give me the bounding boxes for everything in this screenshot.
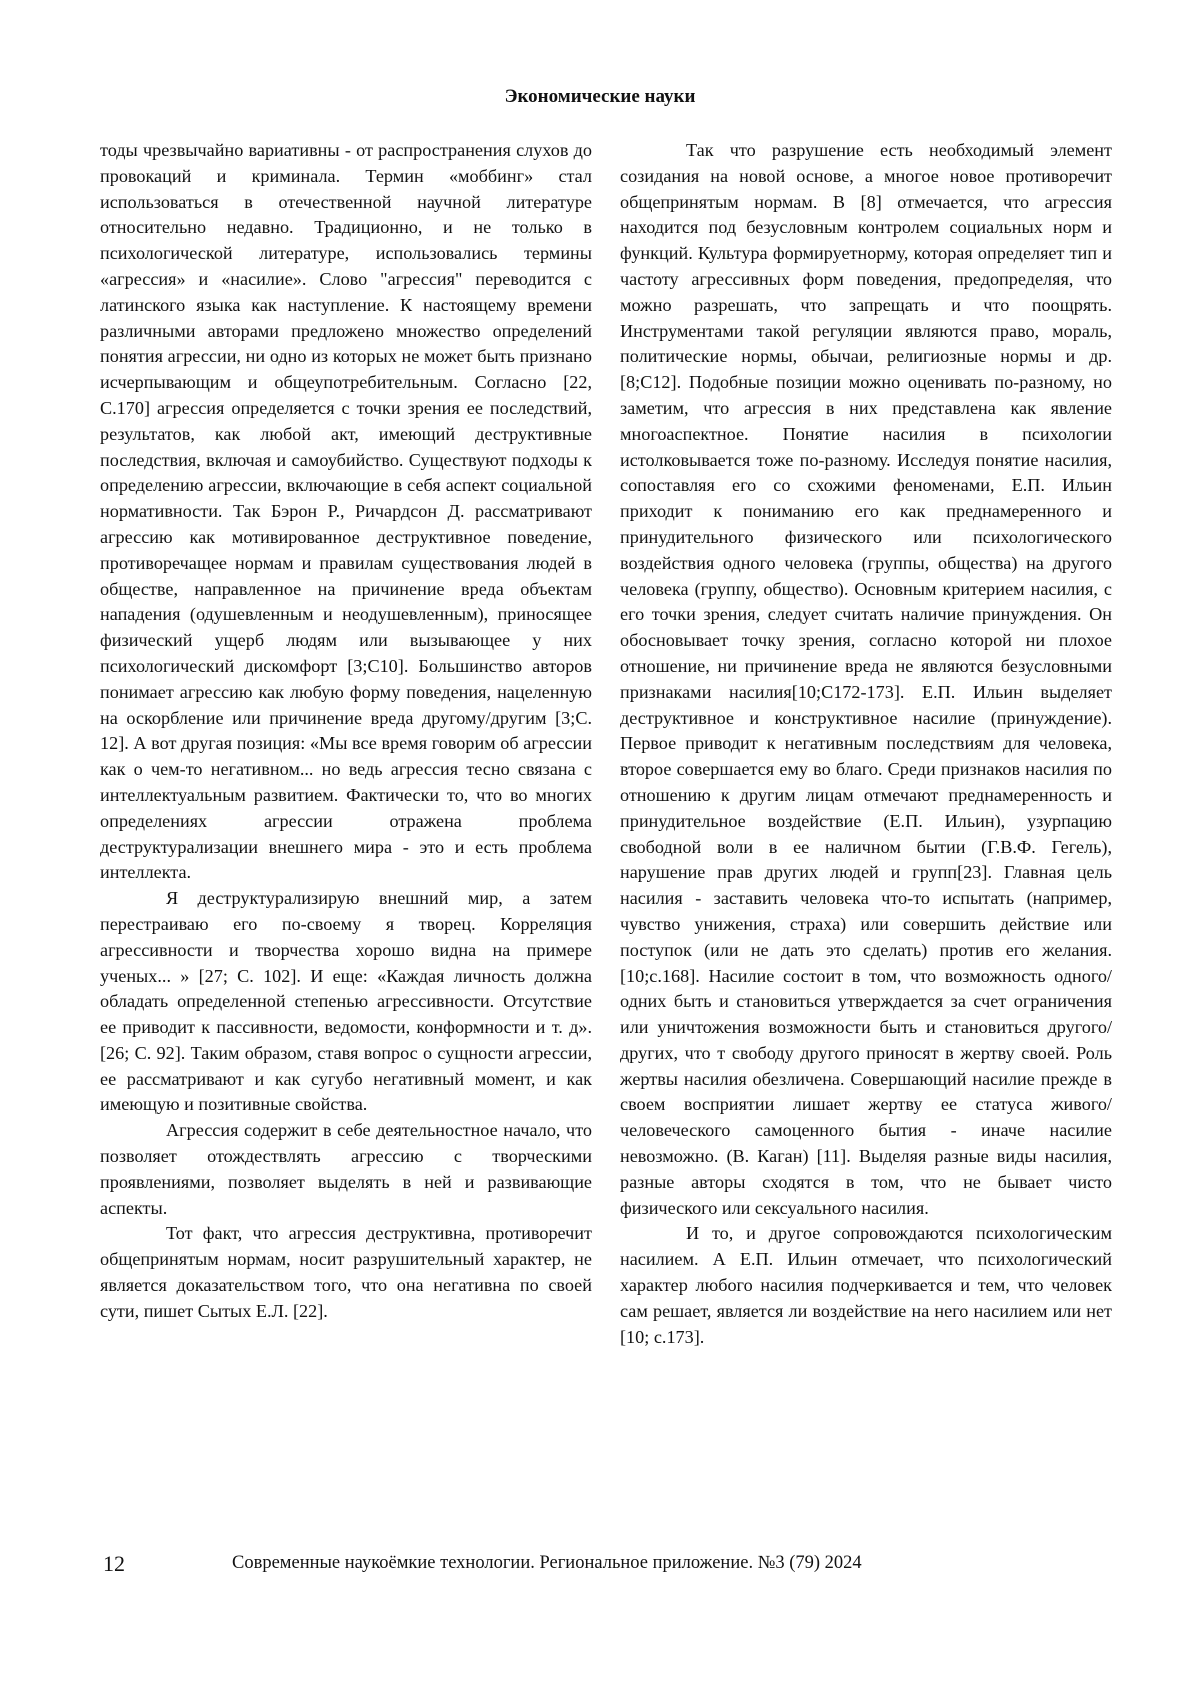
paragraph: Так что разрушение есть необходимый элемент созидания на новой основе, а многое новое противоречит общепринятым нормам. В [8] отмечается, что агрессия находится под безусловным контролем социальных норм и функций. Культура формируетнорму, которая определяет тип и частоту агрессивных форм поведения, предопределяя, что можно разрешать, что запрещать и что поощрять. Инструментами такой регуляции являются право, мораль, политические нормы, обычаи, религиозные нормы и др. [8;С12]. Подобные позиции можно оценивать по-разному, но заметим, что агрессия в них представлена как явление многоаспектное. Понятие насилия в психологии истолковывается тоже по-разному. Исследуя понятие насилия, сопоставляя его со схожими феноменами, Е.П. Ильин приходит к пониманию его как преднамеренного и принудительного физического или психологического воздействия одного человека (группы, общества) на другого человека (группу, общество). Основным критерием насилия, с его точки зрения, следует считать наличие принуждения. Он обосновывает точку зрения, согласно которой ни плохое отношение, ни причинение вреда не являются безусловными признаками насилия[10;С172-173]. Е.П. Ильин выделяет деструктивное и конструктивное насилие (принуждение). Первое приводит к негативным последствиям для человека, второе совершается ему во благо. Среди признаков насилия по отношению к другим лицам отмечают преднамеренность и принудительное воздействие (Е.П. Ильин), узурпацию свободной воли в ее наличном бытии (Г.В.Ф. Гегель), нарушение прав других людей и групп[23]. Главная цель насилия - заставить человека что-то испытать (например, чувство унижения, страха) или совершить действие или поступок (или не дать это сделать) против его желания. [10;с.168]. Насилие состоит в том, что возможность одного/одних быть и становиться утверждается за счет ограничения или уничтожения возможности быть и становиться другого/других, что т свободу другого приносят в жертву своей. Роль жертвы насилия обезличена. Совершающий насилие прежде в своем восприятии лишает жертву ее статуса живого/человеческого самоценного бытия - иначе насилие невозможно. (В. Каган) [11]. Выделяя разные виды насилия, разные авторы сходятся в том, что не бывает чисто физического или сексуального насилия. xyxy=(620,140,1112,1218)
journal-title: Современные наукоёмкие технологии. Региональное приложение. №3 (79) 2024 xyxy=(232,1553,862,1573)
paragraph: тоды чрезвычайно вариативны - от распространения слухов до провокаций и криминала. Термин «моббинг» стал использоваться в отечественной научной литературе относительно недавно. Традиционно, и не только в психологической литературе, использовались термины «агрессия» и «насилие». Слово "агрессия" переводится с латинского языка как наступление. К настоящему времени различными авторами предложено множество определений понятия агрессии, ни одно из которых не может быть признано исчерпывающим и общеупотребительным. Согласно [22, С.170] агрессия определяется с точки зрения ее последствий, результатов, как любой акт, имеющий деструктивные последствия, включая и самоубийство. Существуют подходы к определению агрессии, включающие в себя аспект социальной нормативности. Так Бэрон Р., Ричардсон Д. рассматривают агрессию как мотивированное деструктивное поведение, противоречащее нормам и правилам существования людей в обществе, направленное на причинение вреда объектам нападения (одушевленным и неодушевленным), приносящее физический ущерб людям или вызывающее у них психологический дискомфорт [3;С10]. Большинство авторов понимает агрессию как любую форму поведения, нацеленную на оскорбление или причинение вреда другому/другим [3;С. 12]. А вот другая позиция: «Мы все время говорим об агрессии как о чем-то негативном... но ведь агрессия тесно связана с интеллектуальным развитием. Фактически то, что во многих определениях агрессии отражена проблема деструктурализации внешнего мира - это и есть проблема интеллекта. xyxy=(100,140,592,883)
right-column xyxy=(620,138,1112,1350)
paragraph: Тот факт, что агрессия деструктивна, противоречит общепринятым нормам, носит разрушительный характер, не является доказательством того, что она негативна по своей сути, пишет Сытых Е.Л. [22]. xyxy=(100,1223,592,1321)
page-number: 12 xyxy=(103,1551,125,1576)
left-column xyxy=(100,138,592,1325)
paragraph: Я деструктурализирую внешний мир, а затем перестраиваю его по-своему я творец. Корреляция агрессивности и творчества хорошо видна на примере ученых... » [27; С. 102]. И еще: «Каждая личность должна обладать определенной степенью агрессивности. Отсутствие ее приводит к пассивности, ведомости, конформности и т. д». [26; С. 92]. Таким образом, ставя вопрос о сущности агрессии, ее рассматривают и как сугубо негативный момент, и как имеющую и позитивные свойства. xyxy=(100,888,592,1115)
paragraph: И то, и другое сопровождаются психологическим насилием. А Е.П. Ильин отмечает, что психологический характер любого насилия подчеркивается и тем, что человек сам решает, является ли воздействие на него насилием или нет [10; с.173]. xyxy=(620,1223,1112,1347)
page-footer xyxy=(0,1551,1200,1581)
paragraph: Агрессия содержит в себе деятельностное начало, что позволяет отождествлять агрессию с творческими проявлениями, позволяет выделять в ней и развивающие аспекты. xyxy=(100,1120,592,1218)
section-header: Экономические науки xyxy=(504,86,696,107)
